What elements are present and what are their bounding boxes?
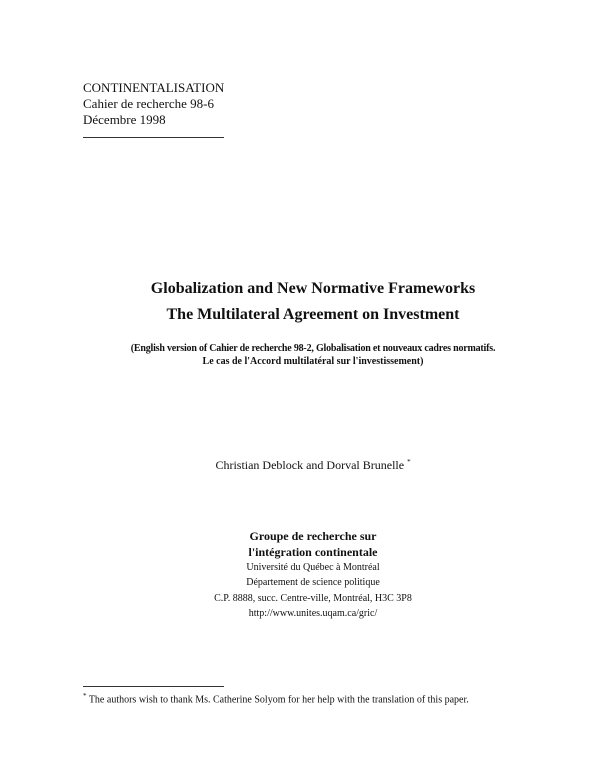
title-line-1: Globalization and New Normative Frameworks: [150, 280, 476, 297]
footnote: [83, 692, 469, 705]
paper-number: Cahier de recherche 98-6: [83, 96, 215, 111]
authors: [83, 458, 543, 473]
footnote-text: The authors wish to thank Ms. Catherine Solyom for her help with the translation of this paper.: [88, 694, 469, 706]
subtitle-line-2: Le cas de l'Accord multilatéral sur l'investissement): [202, 356, 424, 367]
author-names: Christian Deblock and Dorval Brunelle: [215, 458, 405, 472]
website: http://www.unites.uqam.ca/gric/: [248, 608, 378, 619]
paper-date: Décembre 1998: [83, 112, 166, 127]
group-name-line-1: Groupe de recherche sur: [249, 529, 377, 543]
group-name-line-2: l'intégration continentale: [248, 545, 378, 559]
header-divider: [83, 137, 224, 138]
title-line-2: The Multilateral Agreement on Investment: [166, 306, 460, 323]
author-footnote-mark: *: [407, 458, 411, 466]
address: C.P. 8888, succ. Centre-ville, Montréal, H3C 3P8: [214, 593, 412, 604]
series-name: CONTINENTALISATION: [83, 80, 225, 95]
footnote-mark: *: [83, 692, 87, 700]
department: Département de science politique: [246, 577, 380, 588]
subtitle-line-1: (English version of Cahier de recherche 98-2, Globalisation et nouveaux cadres normatifs.: [130, 343, 496, 354]
footnote-divider: [83, 686, 224, 687]
university: Université du Québec à Montréal: [246, 562, 380, 573]
